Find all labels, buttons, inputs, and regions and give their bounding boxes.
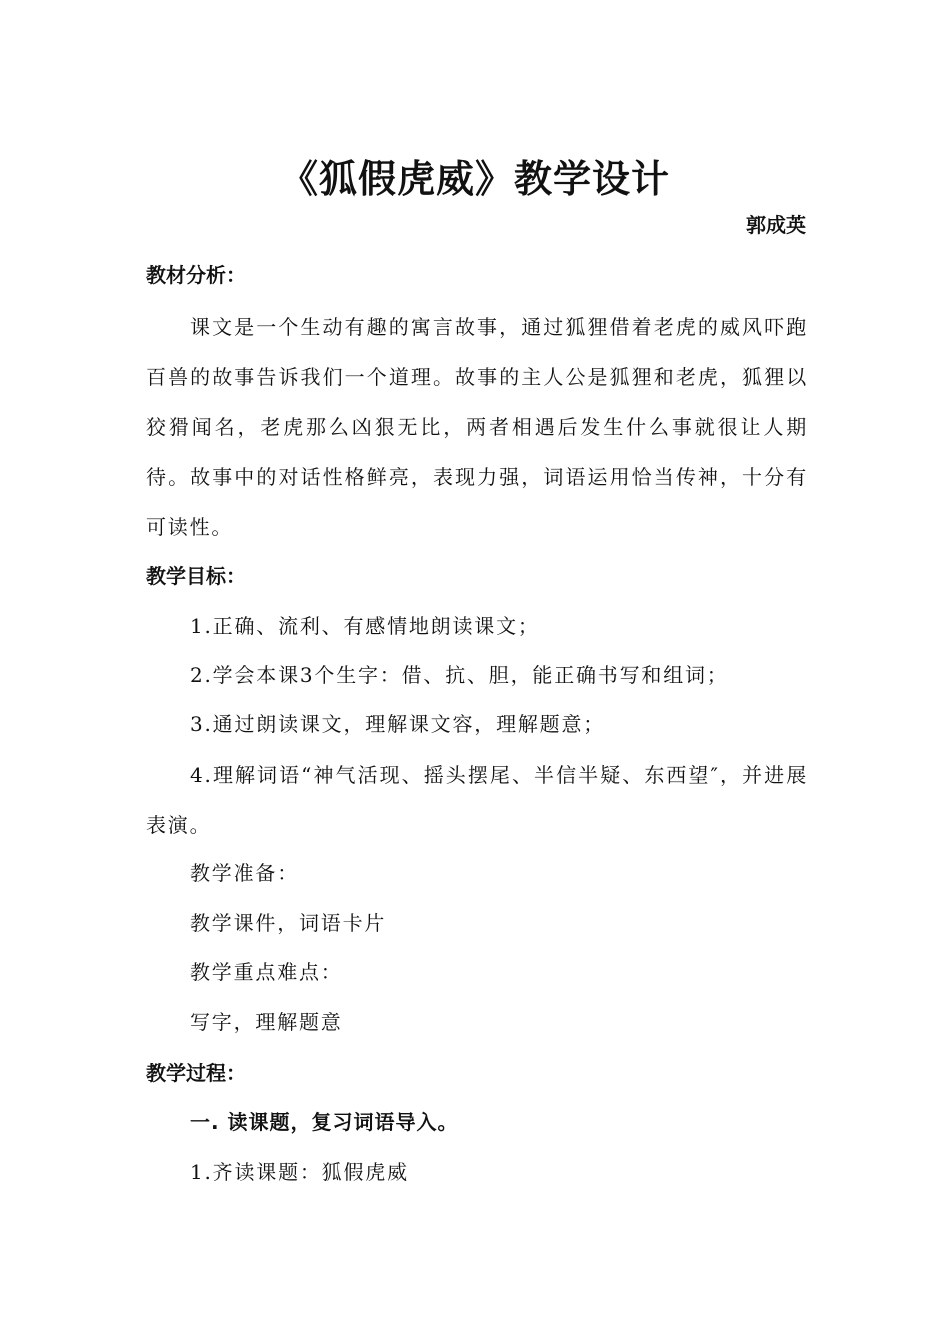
keypoints-text: 写字，理解题意: [190, 1010, 343, 1034]
author-name: 郭成英: [746, 213, 806, 237]
process-step-1-title: 一. 读课题，复习词语导入。: [190, 1110, 459, 1134]
document-title: 《狐假虎威》教学设计: [279, 157, 670, 201]
goal-item-1: 1.正确、流利、有感情地朗读课文；: [190, 614, 540, 638]
analysis-heading: 教材分析：: [146, 263, 246, 287]
keypoints-label: 教学重点难点：: [190, 960, 343, 984]
goal-item-3: 3.通过朗读课文，理解课文容，理解题意；: [190, 712, 606, 736]
preparation-label: 教学准备：: [190, 861, 299, 885]
goals-heading: 教学目标：: [146, 564, 246, 588]
analysis-paragraph: 课文是一个生动有趣的寓言故事，通过狐狸借着老虎的威风吓跑百兽的故事告诉我们一个道理。故事的主人公是狐狸和老虎，狐狸以狡猾闻名，老虎那么凶狠无比，两者相遇后发生什么事就很让人期待。故事中的对话性格鲜亮，表现力强，词语运用恰当传神，十分有可读性。: [146, 315, 808, 539]
preparation-text: 教学课件，词语卡片: [190, 911, 387, 935]
process-heading: 教学过程：: [146, 1061, 246, 1085]
goal-item-2: 2.学会本课3个生字：借、抗、胆，能正确书写和组词；: [190, 663, 729, 687]
process-step-1-item-1: 1.齐读课题：狐假虎威: [190, 1160, 409, 1184]
goal-item-4: 4.理解词语“神气活现、摇头摆尾、半信半疑、东西望″，并进展表演。: [146, 763, 808, 837]
